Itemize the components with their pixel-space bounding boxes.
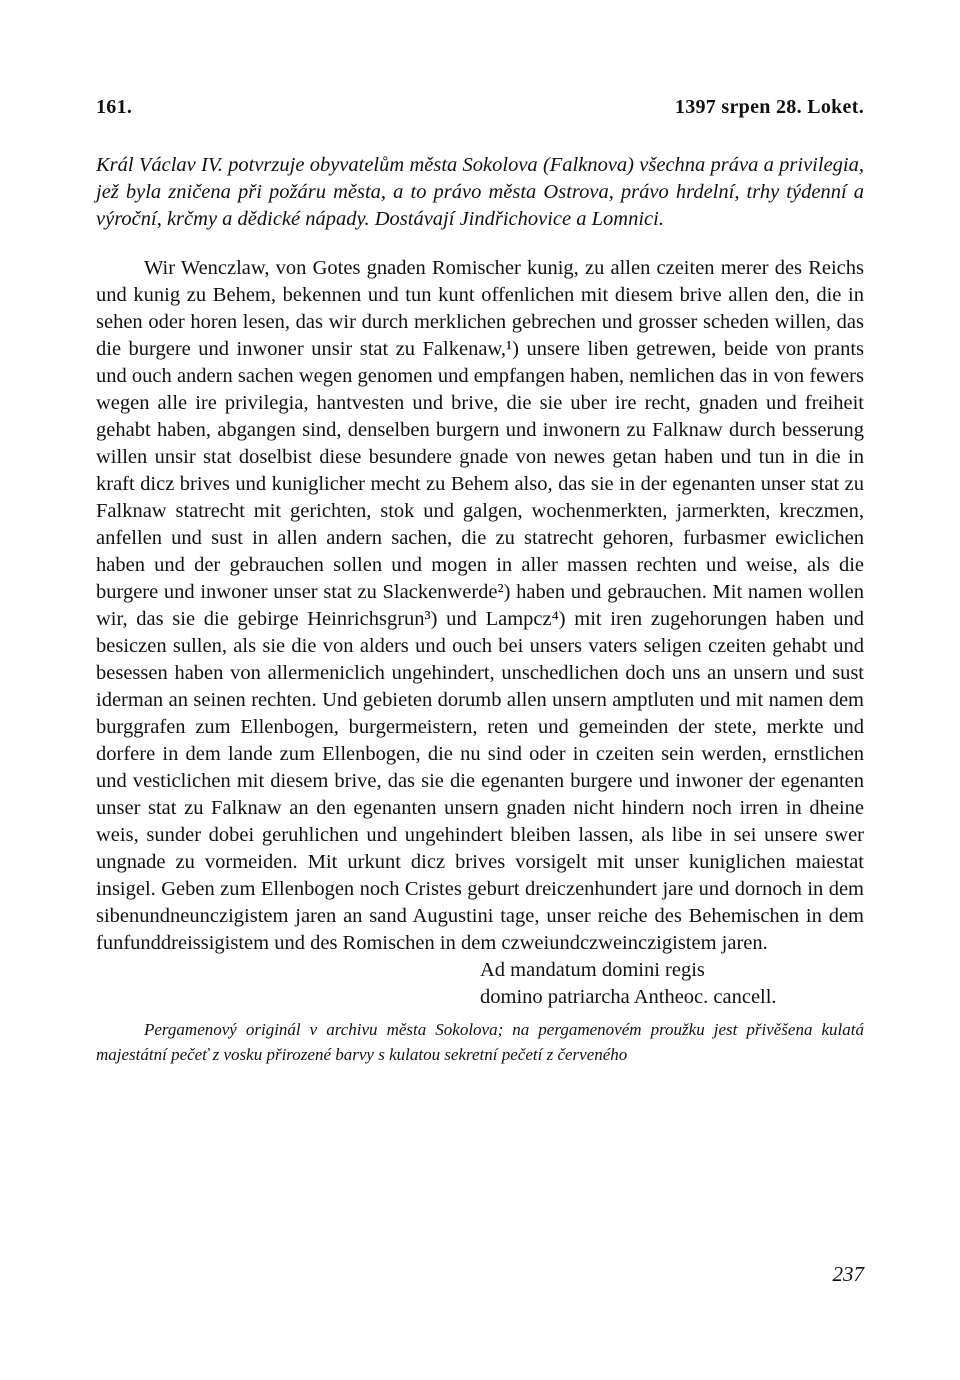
document-header [96,96,864,126]
document-page [96,96,864,1067]
page-number: 237 [832,1262,864,1286]
document-date-place: 1397 srpen 28. Loket. [674,96,864,118]
archival-note: Pergamenový originál v archivu města Sokolova; na pergamenovém proužku jest přivěšena kulatá majestátní pečeť z vosku přirozené barvy s kulatou sekretní pečetí z červeného [96,1020,864,1064]
signature-line-1: Ad mandatum domini regis [480,959,705,981]
regest-summary: Král Václav IV. potvrzuje obyvatelům města Sokolova (Falknova) všechna práva a privilegia, jež byla zničena při požáru města, a to právo města Ostrova, právo hrdelní, trhy týdenní a výroční, krčmy a dědické nápady. Dostávají Jindřichovice a Lomnici. [96,154,864,230]
signature-line-2: domino patriarcha Antheoc. cancell. [480,986,777,1008]
charter-text: Wir Wenczlaw, von Gotes gnaden Romischer kunig, zu allen czeiten merer des Reichs und kunig zu Behem, bekennen und tun kunt offenlichen mit diesem brive allen den, die in sehen oder horen lesen, das wir durch merklichen gebrechen und grosser scheden willen, das die burgere und inwoner unsir stat zu Falkenaw,¹) unsere liben getrewen, beide von prants und ouch andern sachen wegen genomen und empfangen haben, nemlichen das in von fewers wegen alle ire privilegia, hantvesten und brive, die sie uber ire recht, gnaden und freiheit gehabt haben, abgangen sind, denselben burgern und inwonern zu Falknaw durch besserung willen unsir stat doselbist diese besundere gnade von newes getan haben und tun in die in kraft dicz brives und kuniglicher mecht zu Behem also, das sie in der egenanten unser stat zu Falknaw statrecht mit gerichten, stok und galgen, wochenmerkten, jarmerkten, kreczmen, anfellen und sust in allen andern sachen, die zu statrecht gehoren, furbasmer ewiclichen haben und der gebrauchen sollen und mogen in aller massen rechten und weise, als die burgere und inwoner unser stat zu Slackenwerde²) haben und gebrauchen. Mit namen wollen wir, das sie die gebirge Heinrichsgrun³) und Lampcz⁴) mit iren zugehorungen haben und besiczen sullen, als sie die von alders und ouch bei unsers vaters seligen czeiten gehabt und besessen haben von allermeniclich ungehindert, unschedlichen doch uns an unsern und sust iderman an seinen rechten. Und gebieten dorumb allen unsern amptluten und mit namen dem burggrafen zum Ellenbogen, burgermeistern, reten und gemeinden der stete, merkte und dorfere in dem lande zum Ellenbogen, die nu sind oder in czeiten sein werden, ernstlichen und vesticlichen mit diesem brive, das sie die egenanten burgere und inwoner der egenanten unser stat zu Falknaw an den egenanten unsern gnaden nicht hindern noch irren in dheine weis, sunder dobei geruhlichen und ungehindert bleiben lassen, als libe in sei unsere swer ungnade zu vormeiden. Mit urkunt dicz brives vorsigelt mit unser kuniglichen maiestat insigel. Geben zum Ellenbogen noch Cristes geburt dreiczenhundert jare und dornoch in dem sibenundneunczigistem jaren an sand Augustini tage, unser reiche des Behemischen in dem funfunddreissigistem und des Romischen in dem czweiundczweinczigistem jaren. [96,257,864,954]
document-number: 161. [96,96,133,118]
